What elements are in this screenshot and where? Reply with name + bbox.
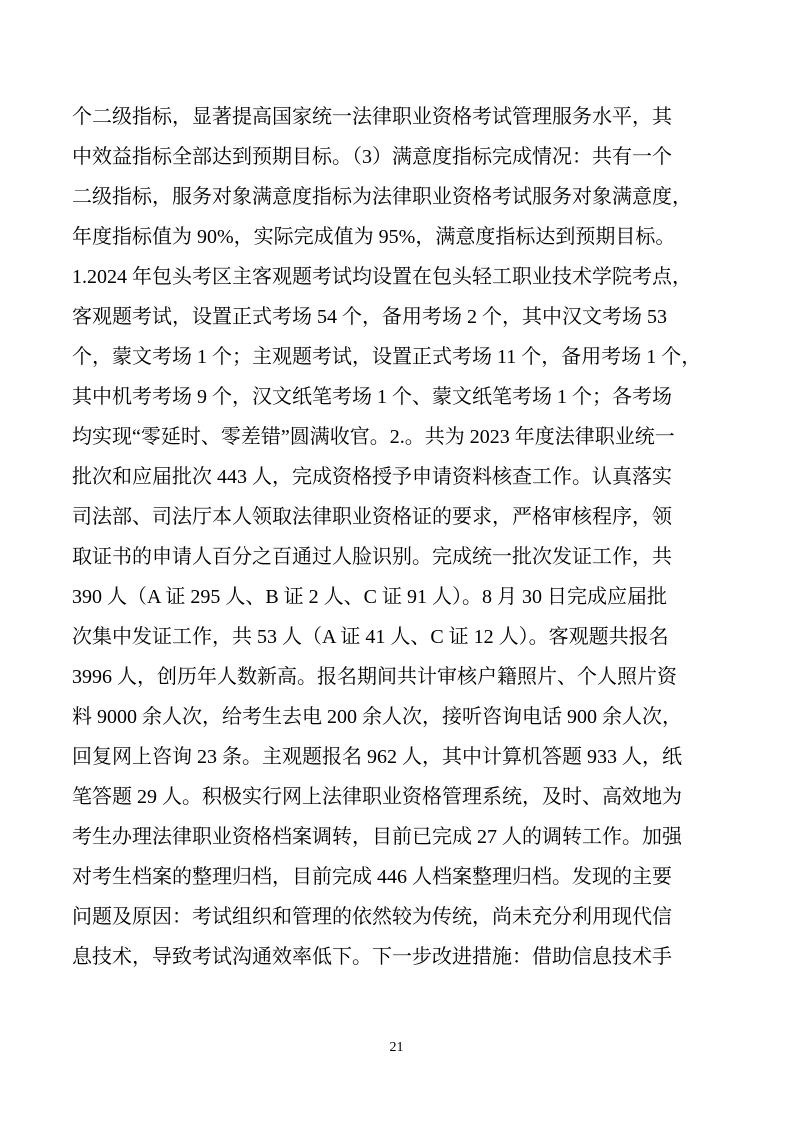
text-line: 对考生档案的整理归档，目前完成 446 人档案整理归档。发现的主要 <box>72 866 672 888</box>
text-line: 年度指标值为 90%，实际完成值为 95%，满意度指标达到预期目标。 <box>72 226 676 248</box>
text-line: 390 人（A 证 295 人、B 证 2 人、C 证 91 人）。8 月 30 日完成应届批 <box>72 586 668 608</box>
text-line: 司法部、司法厅本人领取法律职业资格证的要求，严格审核程序，领 <box>72 506 672 528</box>
text-line: 中效益指标全部达到预期目标。（3）满意度指标完成情况：共有一个 <box>72 146 672 168</box>
document-body <box>72 97 721 977</box>
text-line: 次集中发证工作，共 53 人（A 证 41 人、C 证 12 人）。客观题共报名 <box>72 626 669 648</box>
text-line: 批次和应届批次 443 人，完成资格授予申请资料核查工作。认真落实 <box>72 466 672 488</box>
page-number: 21 <box>389 1040 404 1055</box>
text-line: 个二级指标，显著提高国家统一法律职业资格考试管理服务水平，其 <box>72 106 672 128</box>
text-line: 笔答题 29 人。积极实行网上法律职业资格管理系统，及时、高效地为 <box>72 786 682 808</box>
text-line: 回复网上咨询 23 条。主观题报名 962 人，其中计算机答题 933 人，纸 <box>72 746 682 768</box>
text-line: 1.2024 年包头考区主客观题考试均设置在包头轻工职业技术学院考点， <box>72 266 692 288</box>
text-line: 均实现“零延时、零差错”圆满收官。2.。共为 2023 年度法律职业统一 <box>72 426 675 448</box>
text-line: 其中机考考场 9 个，汉文纸笔考场 1 个、蒙文纸笔考场 1 个；各考场 <box>72 386 672 408</box>
text-line: 个，蒙文考场 1 个；主观题考试，设置正式考场 11 个，备用考场 1 个， <box>72 346 702 368</box>
text-line: 取证书的申请人百分之百通过人脸识别。完成统一批次发证工作，共 <box>72 546 672 568</box>
text-line: 考生办理法律职业资格档案调转，目前已完成 27 人的调转工作。加强 <box>72 826 682 848</box>
text-line: 二级指标，服务对象满意度指标为法律职业资格考试服务对象满意度， <box>72 186 692 208</box>
text-line: 息技术，导致考试沟通效率低下。下一步改进措施：借助信息技术手 <box>72 946 672 968</box>
text-line: 3996 人，创历年人数新高。报名期间共计审核户籍照片、个人照片资 <box>72 666 677 688</box>
text-line: 料 9000 余人次，给考生去电 200 余人次，接听咨询电话 900 余人次， <box>72 706 682 728</box>
text-line: 问题及原因：考试组织和管理的依然较为传统，尚未充分利用现代信 <box>72 906 672 928</box>
text-line: 客观题考试，设置正式考场 54 个，备用考场 2 个，其中汉文考场 53 <box>72 306 667 328</box>
